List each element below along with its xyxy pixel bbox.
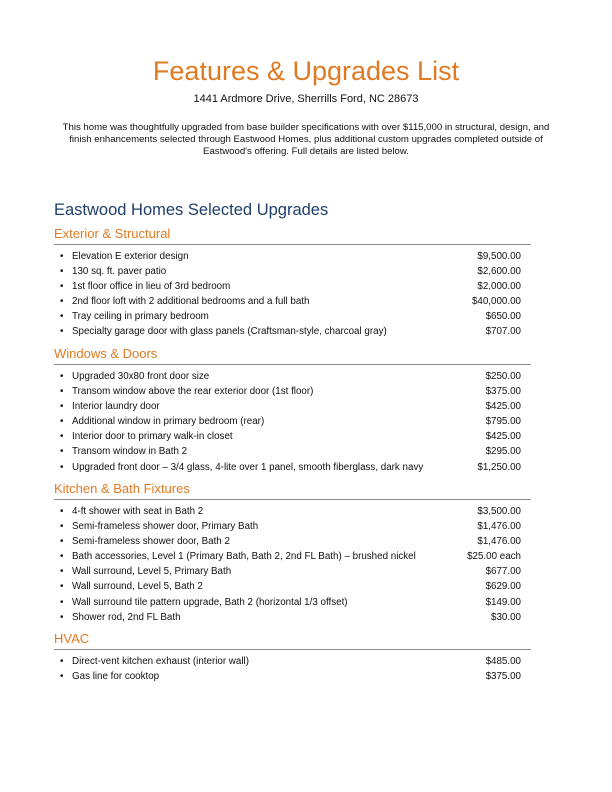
section-windows-doors bbox=[54, 346, 531, 475]
list-item bbox=[54, 504, 531, 519]
bullet: • bbox=[60, 551, 64, 563]
bullet: • bbox=[60, 596, 64, 608]
item-price: $1,250.00 bbox=[477, 461, 521, 473]
section-title: Kitchen & Bath Fixtures bbox=[54, 481, 531, 500]
item-label: 1st floor office in lieu of 3rd bedroom bbox=[72, 281, 231, 293]
list-item bbox=[54, 384, 531, 399]
list-item bbox=[54, 519, 531, 534]
bullet: • bbox=[60, 296, 64, 308]
item-price: $375.00 bbox=[485, 671, 521, 683]
list-item bbox=[54, 610, 531, 625]
bullet: • bbox=[60, 416, 64, 428]
item-price: $250.00 bbox=[485, 371, 521, 382]
list-item bbox=[54, 564, 531, 579]
item-price: $375.00 bbox=[485, 386, 521, 398]
item-label: Upgraded front door – 3/4 glass, 4-lite over 1 panel, smooth fiberglass, dark navy bbox=[72, 461, 424, 473]
item-price: $295.00 bbox=[485, 446, 521, 458]
list-item bbox=[54, 654, 531, 669]
item-label: Bath accessories, Level 1 (Primary Bath, Bath 2, 2nd FL Bath) – brushed nickel bbox=[72, 551, 416, 563]
item-label: Wall surround, Level 5, Bath 2 bbox=[72, 581, 203, 593]
item-label: Direct-vent kitchen exhaust (interior wall) bbox=[72, 656, 249, 667]
item-price: $1,476.00 bbox=[477, 521, 521, 533]
bullet: • bbox=[60, 536, 64, 548]
bullet: • bbox=[60, 251, 64, 262]
list-item bbox=[54, 309, 531, 324]
bullet: • bbox=[60, 266, 64, 278]
section-kitchen-bath-fixtures bbox=[54, 481, 531, 625]
list-item bbox=[54, 294, 531, 309]
bullet: • bbox=[60, 431, 64, 443]
property-address: 1441 Ardmore Drive, Sherrills Ford, NC 28673 bbox=[193, 93, 419, 105]
item-price: $650.00 bbox=[485, 311, 521, 323]
item-price: $9,500.00 bbox=[477, 251, 521, 262]
bullet: • bbox=[60, 371, 64, 382]
item-price: $40,000.00 bbox=[471, 296, 521, 308]
item-price: $795.00 bbox=[485, 416, 521, 428]
item-label: Wall surround, Level 5, Primary Bath bbox=[72, 566, 232, 578]
item-price: $677.00 bbox=[485, 566, 521, 578]
list-item bbox=[54, 264, 531, 279]
list-item bbox=[54, 444, 531, 459]
bullet: • bbox=[60, 521, 64, 533]
section-title: HVAC bbox=[54, 631, 531, 650]
list-item bbox=[54, 669, 531, 684]
item-price: $3,500.00 bbox=[477, 506, 521, 517]
item-label: Semi-frameless shower door, Bath 2 bbox=[72, 536, 230, 548]
intro-paragraph: This home was thoughtfully upgraded from base builder specifications with over $115,000 in structural, design, and finish enhancements selected through Eastwood Homes, plus additional custom upgrades completed outside of Eastwood's offering. Full details are listed below. bbox=[62, 122, 550, 158]
item-label: Elevation E exterior design bbox=[72, 251, 189, 262]
item-price: $2,000.00 bbox=[477, 281, 521, 293]
item-label: Shower rod, 2nd FL Bath bbox=[72, 611, 181, 623]
item-price: $30.00 bbox=[491, 611, 521, 623]
main-heading: Eastwood Homes Selected Upgrades bbox=[54, 201, 329, 219]
list-item bbox=[54, 460, 531, 475]
bullet: • bbox=[60, 446, 64, 458]
item-label: Additional window in primary bedroom (rear) bbox=[72, 416, 265, 428]
list-item bbox=[54, 549, 531, 564]
section-exterior-structural bbox=[54, 226, 531, 340]
item-price: $25.00 each bbox=[467, 551, 521, 563]
item-label: Specialty garage door with glass panels (Craftsman-style, charcoal gray) bbox=[72, 326, 387, 338]
list-item bbox=[54, 429, 531, 444]
bullet: • bbox=[60, 566, 64, 578]
bullet: • bbox=[60, 656, 64, 667]
item-label: 2nd floor loft with 2 additional bedrooms and a full bath bbox=[72, 296, 310, 308]
item-price: $629.00 bbox=[485, 581, 521, 593]
item-label: Transom window in Bath 2 bbox=[72, 446, 188, 458]
item-label: Transom window above the rear exterior door (1st floor) bbox=[72, 386, 314, 398]
list-item bbox=[54, 534, 531, 549]
item-label: Interior door to primary walk-in closet bbox=[72, 431, 233, 443]
item-label: 130 sq. ft. paver patio bbox=[72, 266, 167, 278]
item-price: $1,476.00 bbox=[477, 536, 521, 548]
bullet: • bbox=[60, 386, 64, 398]
item-label: Wall surround tile pattern upgrade, Bath 2 (horizontal 1/3 offset) bbox=[72, 596, 348, 608]
item-label: 4-ft shower with seat in Bath 2 bbox=[72, 506, 204, 517]
bullet: • bbox=[60, 311, 64, 323]
list-item bbox=[54, 579, 531, 594]
section-title: Windows & Doors bbox=[54, 346, 531, 365]
item-label: Interior laundry door bbox=[72, 401, 160, 413]
item-label: Upgraded 30x80 front door size bbox=[72, 371, 210, 382]
bullet: • bbox=[60, 506, 64, 517]
item-label: Semi-frameless shower door, Primary Bath bbox=[72, 521, 259, 533]
item-price: $707.00 bbox=[485, 326, 521, 338]
bullet: • bbox=[60, 581, 64, 593]
item-price: $485.00 bbox=[485, 656, 521, 667]
page-title: Features & Upgrades List bbox=[152, 56, 460, 86]
bullet: • bbox=[60, 326, 64, 338]
item-price: $425.00 bbox=[485, 401, 521, 413]
bullet: • bbox=[60, 461, 64, 473]
item-price: $149.00 bbox=[485, 596, 521, 608]
list-item bbox=[54, 595, 531, 610]
list-item bbox=[54, 369, 531, 384]
list-item bbox=[54, 324, 531, 339]
item-price: $2,600.00 bbox=[477, 266, 521, 278]
list-item bbox=[54, 414, 531, 429]
bullet: • bbox=[60, 671, 64, 683]
bullet: • bbox=[60, 611, 64, 623]
list-item bbox=[54, 399, 531, 414]
list-item bbox=[54, 249, 531, 264]
bullet: • bbox=[60, 281, 64, 293]
item-label: Gas line for cooktop bbox=[72, 671, 160, 683]
item-label: Tray ceiling in primary bedroom bbox=[72, 311, 209, 323]
list-item bbox=[54, 279, 531, 294]
bullet: • bbox=[60, 401, 64, 413]
item-price: $425.00 bbox=[485, 431, 521, 443]
section-hvac bbox=[54, 631, 531, 684]
section-title: Exterior & Structural bbox=[54, 226, 531, 245]
